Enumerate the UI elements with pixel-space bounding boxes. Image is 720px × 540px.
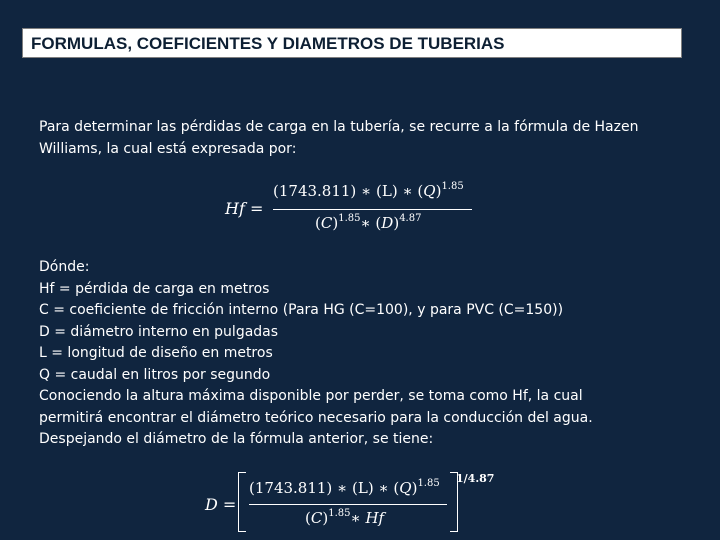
formula2-den-open: ( bbox=[305, 509, 311, 527]
formula2-left-bracket bbox=[238, 472, 246, 532]
formula1-den-close-c: ) bbox=[332, 214, 339, 232]
formula1-den-close-d: ) bbox=[393, 214, 400, 232]
formula2-lhs-text: D = bbox=[205, 495, 237, 514]
formula2-num-q: Q bbox=[399, 479, 412, 497]
formula2-outer-exponent: 1/4.87 bbox=[456, 472, 495, 485]
formula1-den-d-exponent: 4.87 bbox=[399, 213, 422, 224]
intro-line-2: Williams, la cual está expresada por: bbox=[39, 140, 297, 157]
formula1-den-d: D bbox=[381, 214, 394, 232]
formula1-num-q: Q bbox=[423, 182, 436, 200]
formula1-den-c-exponent: 1.85 bbox=[338, 213, 361, 224]
formula2-den-c-exponent: 1.85 bbox=[328, 508, 351, 519]
formula1-num-exponent: 1.85 bbox=[441, 181, 464, 192]
formula1-denominator bbox=[315, 214, 421, 232]
intro-paragraph bbox=[39, 117, 679, 160]
formula1-fraction-bar bbox=[273, 209, 472, 210]
formula1-lhs bbox=[225, 199, 263, 218]
formula2-numerator bbox=[249, 479, 440, 497]
formula1-den-c: C bbox=[320, 214, 333, 232]
formula1-den-mid: ∗ ( bbox=[360, 214, 382, 232]
definition-line: Q = caudal en litros por segundo bbox=[39, 366, 271, 383]
formula2-lhs bbox=[205, 495, 236, 514]
formula2-den-mid: ∗ bbox=[350, 509, 366, 527]
definition-line: permitirá encontrar el diámetro teórico necesario para la conducción del agua. bbox=[39, 409, 593, 426]
definition-line: Hf = pérdida de carga en metros bbox=[39, 280, 270, 297]
formula1-den-open: ( bbox=[315, 214, 321, 232]
formula2-den-hf: Hf bbox=[365, 509, 385, 527]
definition-line: Dónde: bbox=[39, 259, 90, 275]
definition-line: D = diámetro interno en pulgadas bbox=[39, 323, 279, 340]
formula1-lhs-text: Hf = bbox=[225, 199, 264, 218]
definition-line: Conociendo la altura máxima disponible por perder, se toma como Hf, la cual bbox=[39, 388, 583, 404]
formula2-den-c: C bbox=[310, 509, 323, 527]
definitions-list bbox=[39, 257, 679, 451]
formula1-num-text: (1743.811) ∗ (L) ∗ ( bbox=[273, 182, 424, 200]
formula2-num-close: ) bbox=[411, 479, 418, 497]
formula2-num-exponent: 1.85 bbox=[417, 478, 440, 489]
formula2-denominator bbox=[305, 509, 384, 527]
formula2-den-close-c: ) bbox=[322, 509, 329, 527]
definition-line: Despejando el diámetro de la fórmula anterior, se tiene: bbox=[39, 431, 434, 447]
formula1-numerator bbox=[273, 182, 464, 200]
definition-line: L = longitud de diseño en metros bbox=[39, 345, 273, 361]
slide-title: FORMULAS, COEFICIENTES Y DIAMETROS DE TUBERIAS bbox=[22, 28, 682, 58]
formula2-num-text: (1743.811) ∗ (L) ∗ ( bbox=[249, 479, 400, 497]
formula2-fraction-bar bbox=[249, 504, 447, 505]
formula1-num-close: ) bbox=[435, 182, 442, 200]
intro-line-1: Para determinar las pérdidas de carga en la tubería, se recurre a la fórmula de Hazen bbox=[39, 119, 639, 135]
definition-line: C = coeficiente de fricción interno (Para HG (C=100), y para PVC (C=150)) bbox=[39, 302, 564, 318]
